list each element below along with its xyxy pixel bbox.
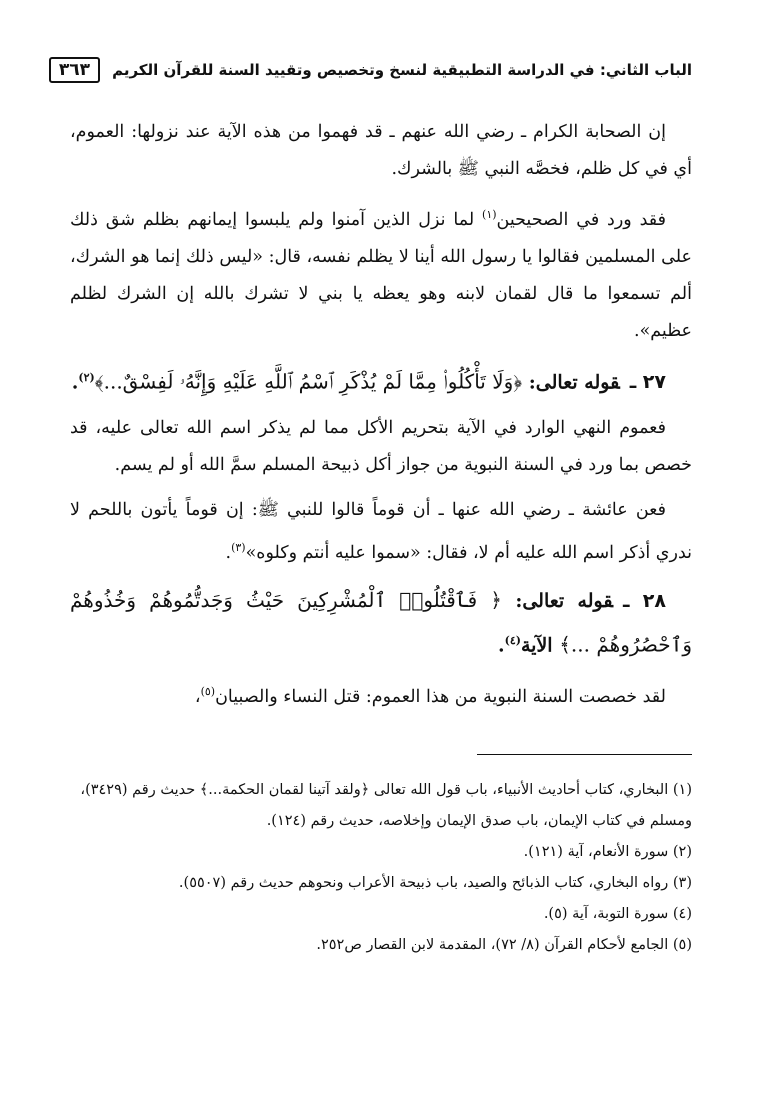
chapter-title: الباب الثاني: في الدراسة التطبيقية لنسخ وتخصيص وتقييد السنة للقرآن الكريم	[112, 61, 692, 79]
paragraph	[70, 114, 692, 188]
paragraph-text: فعموم النهي الوارد في الآية بتحريم الأكل مما لم يذكر اسم الله تعالى عليه، قد خصص بما ورد في السنة النبوية من جواز أكل ذبيحة المسلم سمَّ الله أو لم يسم.	[70, 418, 692, 476]
footnote-divider	[477, 754, 692, 755]
paragraph	[70, 673, 692, 716]
footnote: (٢) سورة الأنعام، آية (١٢١).	[523, 844, 692, 861]
paragraph	[70, 410, 692, 484]
footnote: (٣) رواه البخاري، كتاب الذبائح والصيد، باب ذبيحة الأعراب ونحوهم حديث رقم (٥٥٠٧).	[178, 875, 692, 892]
verse-intro: قوله تعالى:	[528, 371, 620, 394]
paragraph	[70, 196, 692, 350]
paragraph-text: فعن عائشة ـ رضي الله عنها ـ أن قوماً قالوا للنبي ﷺ: إن قوماً يأتون باللحم لا ندري أذكر اسم الله عليه أم لا، فقال: «سموا عليه أنتم وكلوه»	[70, 500, 692, 563]
paragraph-text: إن الصحابة الكرام ـ رضي الله عنهم ـ قد فهموا من هذه الآية عند نزولها: العموم، أي في كل ظلم، فخصَّه النبي ﷺ بالشرك.	[70, 122, 692, 179]
footnote: (٥) الجامع لأحكام القرآن (٨/ ٧٢)، المقدمة لابن القصار ص٢٥٢.	[316, 937, 692, 954]
entry-number: ٢٨ ـ	[622, 589, 666, 612]
verse-entry-27: ٢٧ ـقوله تعالى: ﴿وَلَا تَأْكُلُوا۟ مِمَّا لَمْ يُذْكَرِ ٱسْمُ ٱللَّهِ عَلَيْهِ وَإِنَّهُۥ لَفِسْقٌ...﴾$^{(٢)}$.	[71, 369, 666, 394]
footnote-ref: (٥)	[200, 685, 216, 699]
verse-intro: قوله تعالى:	[515, 589, 613, 612]
paragraph-text: لقد خصصت السنة النبوية من هذا العموم: قتل النساء والصبيان	[215, 687, 666, 708]
paragraph	[70, 492, 692, 572]
footnote-ref: (٣)	[231, 541, 246, 555]
quran-verse: ﴿ فَٱقْتُلُوا۟ ٱلْمُشْرِكِينَ حَيْثُ وَجَدتُّمُوهُمْ وَخُذُوهُمْ وَٱحْصُرُوهُمْ ...﴾	[70, 587, 692, 657]
verse-suffix: الآية	[520, 634, 560, 657]
quran-verse: ﴿وَلَا تَأْكُلُوا۟ مِمَّا لَمْ يُذْكَرِ ٱسْمُ ٱللَّهِ عَلَيْهِ وَإِنَّهُۥ لَفِسْقٌ...﴾	[94, 369, 523, 394]
paragraph-text: لما نزل الذين آمنوا ولم يلبسوا إيمانهم بظلم شق ذلك على المسلمين فقالوا يا رسول الله أينا لا يظلم نفسه، قال: «ليس ذلك إنما هو الشرك، ألم تسمعوا ما قال لقمان لابنه وهو يعظه يا بني لا تشرك بالله إن الشرك لظلم عظيم».	[70, 209, 692, 341]
paragraph-text: فقد ورد في الصحيحين	[496, 209, 666, 230]
footnote-ref: (٤)	[504, 633, 521, 647]
main-text	[70, 114, 692, 716]
verse-entry-28: ٢٨ ـقوله تعالى: ﴿ فَٱقْتُلُوا۟ ٱلْمُشْرِكِينَ حَيْثُ وَجَدتُّمُوهُمْ وَخُذُوهُمْ وَٱحْصُرُوهُمْ ...﴾ الآية$^{(٤)}$.	[70, 587, 692, 657]
entry-number: ٢٧ ـ	[629, 371, 666, 394]
page-number: ٣٦٣	[49, 57, 100, 83]
footnote: (٤) سورة التوبة، آية (٥).	[543, 906, 692, 923]
footnotes	[70, 775, 692, 961]
footnote: (١) البخاري، كتاب أحاديث الأنبياء، باب قول الله تعالى ﴿ولقد آتينا لقمان الحكمة...﴾ حديث رقم (٣٤٢٩)، ومسلم في كتاب الإيمان، باب صدق الإيمان وإخلاصه، حديث رقم (١٢٤).	[80, 782, 692, 830]
footnote-ref: (٢)	[78, 370, 95, 384]
paragraph-text: .	[225, 542, 232, 563]
paragraph-text: ،	[194, 687, 201, 708]
running-header	[58, 52, 692, 88]
footnote-ref: (١)	[482, 208, 497, 221]
